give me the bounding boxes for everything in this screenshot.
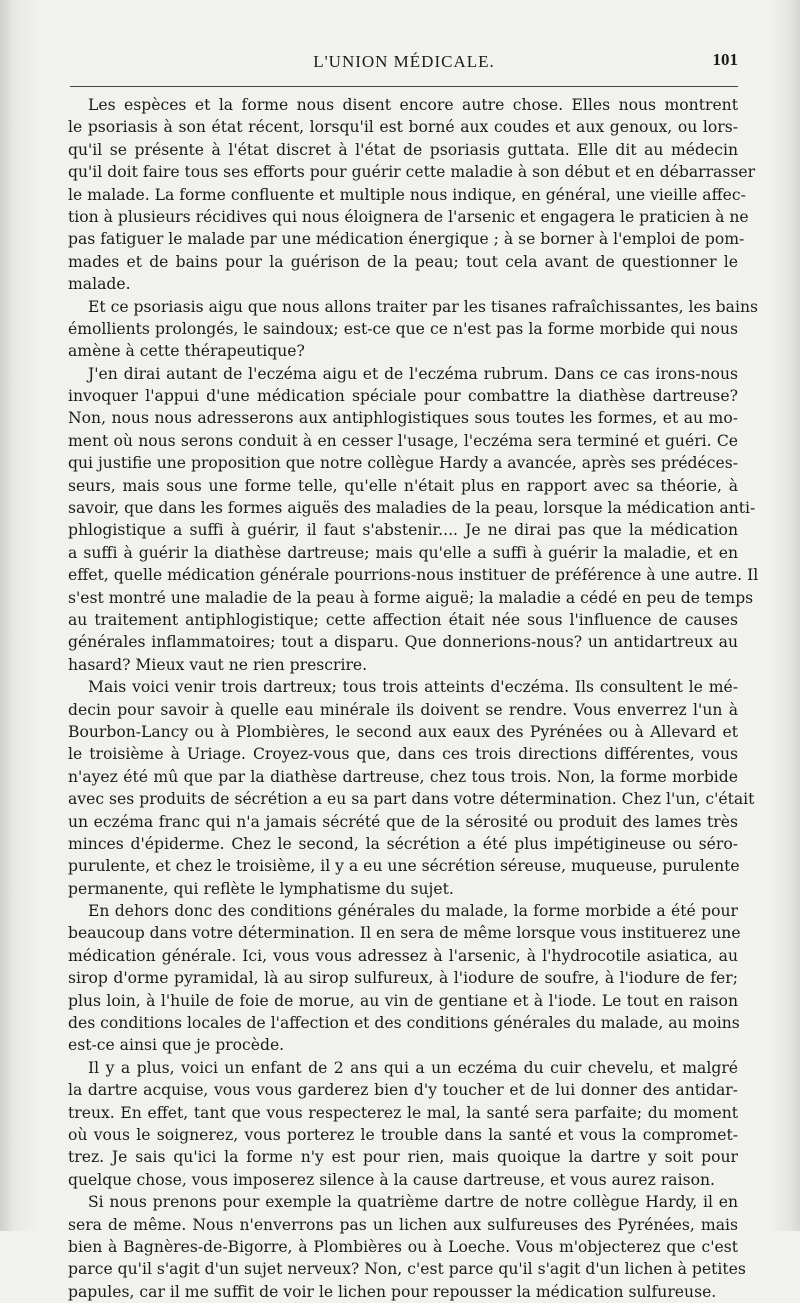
- text-line: au traitement antiphlogistique; cette affection était née sous l'influence de causes: [68, 610, 738, 629]
- paragraph: [68, 296, 758, 363]
- text-line: purulente, et chez le troisième, il y a eu une sécrétion séreuse, muqueuse, purulente: [68, 857, 740, 876]
- text-line: le troisième à Uriage. Croyez-vous que, dans ces trois directions différentes, vous: [68, 745, 738, 764]
- text-line: médication générale. Ici, vous vous adressez à l'arsenic, à l'hydrocotile asiatica, au: [68, 946, 738, 965]
- paragraph: [68, 676, 755, 900]
- running-title: L'UNION MÉDICALE.: [313, 52, 495, 71]
- text-line: s'est montré une maladie de la peau à forme aiguë; la maladie a cédé en peu de temps: [68, 588, 754, 607]
- text-line: Il y a plus, voici un enfant de 2 ans qui a un eczéma du cuir chevelu, et malgré: [88, 1058, 738, 1077]
- text-line: Et ce psoriasis aigu que nous allons traiter par les tisanes rafraîchissantes, les bains: [88, 297, 758, 316]
- text-line: seurs, mais sous une forme telle, qu'elle n'était plus en rapport avec sa théorie, à: [68, 476, 738, 495]
- paragraph: [68, 1057, 738, 1191]
- text-line: qui justifie une proposition que notre collègue Hardy a avancée, après ses prédéces-: [68, 454, 738, 473]
- text-line: pas fatiguer le malade par une médication énergique ; à se borner à l'emploi de pom-: [68, 230, 745, 249]
- text-line: qu'il doit faire tous ses efforts pour guérir cette maladie à son début et en débarrasser: [68, 163, 756, 182]
- text-line: émollients prolongés, le saindoux; est-ce que ce n'est pas la forme morbide qui nous: [68, 319, 738, 338]
- body-text: [68, 94, 759, 1303]
- text-line: hasard? Mieux vaut ne rien prescrire.: [68, 655, 368, 674]
- text-line: des conditions locales de l'affection et des conditions générales du malade, au moins: [68, 1014, 740, 1033]
- text-line: permanente, qui reflète le lymphatisme du sujet.: [68, 879, 454, 898]
- text-line: où vous le soignerez, vous porterez le trouble dans la santé et vous la compromet-: [68, 1125, 738, 1144]
- text-line: invoquer l'appui d'une médication spéciale pour combattre la diathèse dartreuse?: [68, 387, 738, 406]
- paragraph: [68, 1191, 746, 1303]
- text-line: avec ses produits de sécrétion a eu sa part dans votre détermination. Chez l'un, c'était: [68, 790, 755, 809]
- text-line: parce qu'il s'agit d'un sujet nerveux? Non, c'est parce qu'il s'agit d'un lichen à petites: [68, 1260, 746, 1279]
- text-line: quelque chose, vous imposerez silence à la cause dartreuse, et vous aurez raison.: [68, 1170, 715, 1189]
- text-line: decin pour savoir à quelle eau minérale ils doivent se rendre. Vous enverrez l'un à: [68, 700, 738, 719]
- text-line: Non, nous nous adresserons aux antiphlogistiques sous toutes les formes, et au mo-: [68, 409, 738, 428]
- text-line: Les espèces et la forme nous disent encore autre chose. Elles nous montrent: [88, 96, 738, 114]
- text-line: est-ce ainsi que je procède.: [68, 1036, 285, 1055]
- text-line: minces d'épiderme. Chez le second, la sécrétion a été plus impétigineuse ou séro-: [68, 834, 738, 853]
- text-line: beaucoup dans votre détermination. Il en sera de même lorsque vous instituerez une: [68, 924, 741, 943]
- paragraph: [68, 363, 759, 676]
- text-line: Bourbon-Lancy ou à Plombières, le second aux eaux des Pyrénées ou à Allevard et: [68, 722, 738, 741]
- paragraph: [68, 94, 756, 296]
- text-line: bien à Bagnères-de-Bigorre, à Plombières ou à Loeche. Vous m'objecterez que c'est: [68, 1237, 738, 1256]
- text-line: phlogistique a suffi à guérir, il faut s'abstenir.... Je ne dirai pas que la médication: [68, 521, 738, 540]
- text-line: amène à cette thérapeutique?: [68, 342, 305, 361]
- text-line: Si nous prenons pour exemple la quatrième dartre de notre collègue Hardy, il en: [88, 1193, 738, 1212]
- text-line: mades et de bains pour la guérison de la peau; tout cela avant de questionner le: [68, 252, 738, 271]
- text-line: En dehors donc des conditions générales du malade, la forme morbide a été pour: [88, 902, 738, 921]
- text-line: générales inflammatoires; tout a disparu. Que donnerions-nous? un antidartreux au: [68, 633, 738, 652]
- text-line: trez. Je sais qu'ici la forme n'y est pour rien, mais quoique la dartre y soit pour: [68, 1148, 738, 1167]
- text-line: sera de même. Nous n'enverrons pas un lichen aux sulfureuses des Pyrénées, mais: [68, 1215, 738, 1234]
- header-rule: [70, 86, 738, 87]
- text-line: le malade. La forme confluente et multiple nous indique, en général, une vieille affec-: [68, 185, 746, 204]
- text-line: le psoriasis à son état récent, lorsqu'il est borné aux coudes et aux genoux, ou lors-: [68, 118, 738, 137]
- text-line: effet, quelle médication générale pourrions-nous instituer de préférence à une autre. Il: [68, 566, 759, 585]
- text-line: Mais voici venir trois dartreux; tous trois atteints d'eczéma. Ils consultent le mé-: [88, 678, 738, 697]
- text-line: n'ayez été mû que par la diathèse dartreuse, chez tous trois. Non, la forme morbide: [68, 767, 738, 786]
- text-line: qu'il se présente à l'état discret à l'état de psoriasis guttata. Elle dit au médecin: [68, 140, 738, 159]
- text-line: tion à plusieurs récidives qui nous éloignera de l'arsenic et engagera le praticien à ne: [68, 207, 749, 226]
- page-number: 101: [712, 50, 738, 69]
- text-line: malade.: [68, 275, 131, 294]
- text-line: la dartre acquise, vous vous garderez bien d'y toucher et de lui donner des antidar-: [68, 1081, 738, 1100]
- page-header: [70, 46, 738, 86]
- paragraph: [68, 900, 741, 1057]
- text-line: ment où nous serons conduit à en cesser l'usage, l'eczéma sera terminé et guéri. Ce: [68, 431, 738, 450]
- text-line: a suffi à guérir la diathèse dartreuse; mais qu'elle a suffi à guérir la maladie, et en: [68, 543, 738, 562]
- text-line: savoir, que dans les formes aiguës des maladies de la peau, lorsque la médication anti-: [68, 499, 756, 518]
- text-line: papules, car il me suffit de voir le lichen pour repousser la médication sulfureuse.: [68, 1282, 717, 1301]
- text-line: sirop d'orme pyramidal, là au sirop sulfureux, à l'iodure de soufre, à l'iodure de fer;: [68, 969, 738, 988]
- text-line: un eczéma franc qui n'a jamais sécrété que de la sérosité ou produit des lames très: [68, 812, 738, 831]
- text-line: treux. En effet, tant que vous respecterez le mal, la santé sera parfaite; du moment: [68, 1103, 738, 1122]
- text-line: J'en dirai autant de l'eczéma aigu et de l'eczéma rubrum. Dans ce cas irons-nous: [88, 364, 738, 383]
- text-line: plus loin, à l'huile de foie de morue, au vin de gentiane et à l'iode. Le tout en raison: [68, 991, 738, 1010]
